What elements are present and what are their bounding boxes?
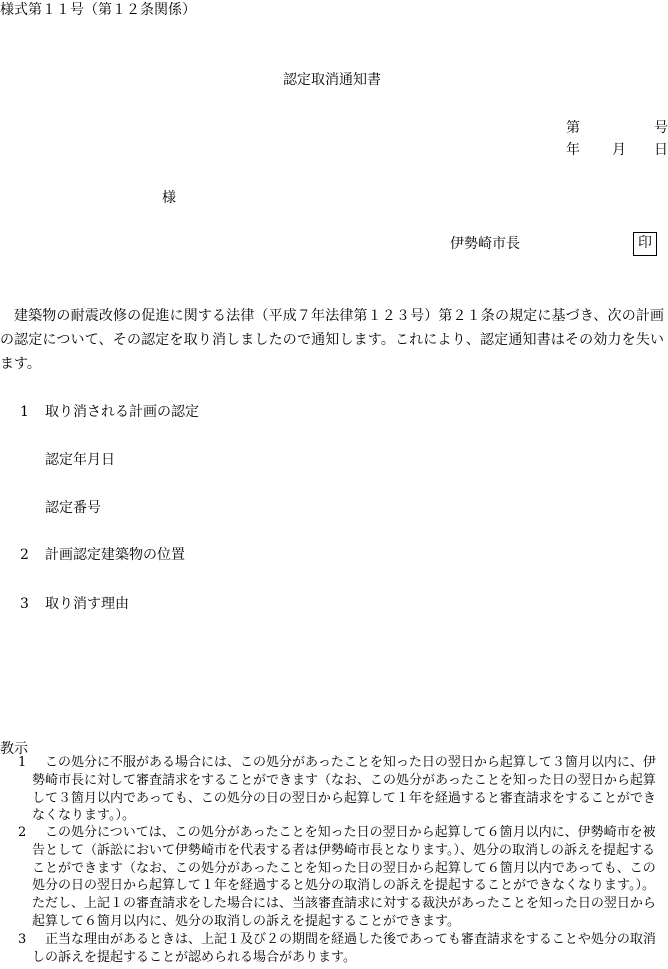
issuer-name: 伊勢崎市長: [450, 236, 520, 252]
date-year-label: 年: [566, 142, 580, 158]
item-label-3: 取り消す理由: [45, 596, 129, 612]
notice-item-text: この処分については、この処分があったことを知った日の翌日から起算して６箇月以内に、伊勢崎市を被告として（訴訟において伊勢崎市を代表する者は伊勢崎市長となります。）、処分の取消しの訴えを提起することができます（なお、この処分があったことを知った日の翌日から起算して６箇月以内であっても、この処分の日の翌日から起算して１年を経過すると処分の取消しの訴えを提起することができなくなります。）。ただし、上記１の審査請求をした場合には、当該審査請求に対する裁決があったことを知った日の翌日から起算して６箇月以内に、処分の取消しの訴えを提起することができます。: [32, 825, 656, 929]
date-month-label: 月: [612, 142, 626, 158]
notice-item-text: この処分に不服がある場合には、この処分があったことを知った日の翌日から起算して３箇月以内に、伊勢崎市長に対して審査請求をすることができます（なお、この処分があったことを知った日の翌日から起算して３箇月以内であっても、この処分の日の翌日から起算して１年を経過すると審査請求をすることができなくなります。）。: [32, 755, 656, 824]
notice-item: [0, 931, 664, 967]
item-number-1: 1: [20, 404, 29, 420]
number-suffix: 号: [654, 120, 668, 136]
item-label-2: 計画認定建築物の位置: [45, 547, 185, 563]
item-number-3: 3: [20, 596, 29, 612]
sub-item-approval-number: 認定番号: [45, 500, 101, 516]
sub-item-approval-date: 認定年月日: [45, 452, 115, 468]
addressee-honorific: 様: [162, 190, 176, 206]
date-day-label: 日: [654, 142, 668, 158]
notice-item-number: 3: [18, 932, 27, 947]
notice-item: [0, 754, 664, 825]
notice-item-number: 1: [18, 755, 27, 770]
notice-item-text: 正当な理由があるときは、上記１及び２の期間を経過した後であっても審査請求をすることや処分の取消しの訴えを提起することが認められる場合があります。: [32, 932, 656, 965]
form-number: 様式第１１号（第１２条関係）: [0, 2, 196, 18]
item-number-2: 2: [20, 547, 29, 563]
body-paragraph: 建築物の耐震改修の促進に関する法律（平成７年法律第１２３号）第２１条の規定に基づき、次の計画の認定について、その認定を取り消しましたので通知します。これにより、認定通知書はその効力を失います。: [0, 308, 664, 372]
notice-heading: 教示: [0, 741, 28, 757]
notice-item: [0, 824, 664, 931]
number-prefix: 第: [566, 120, 580, 136]
notice-item-number: 2: [18, 825, 27, 840]
seal-box: 印: [633, 232, 657, 256]
document-title: 認定取消通知書: [283, 72, 381, 88]
item-label-1: 取り消される計画の認定: [45, 404, 199, 420]
